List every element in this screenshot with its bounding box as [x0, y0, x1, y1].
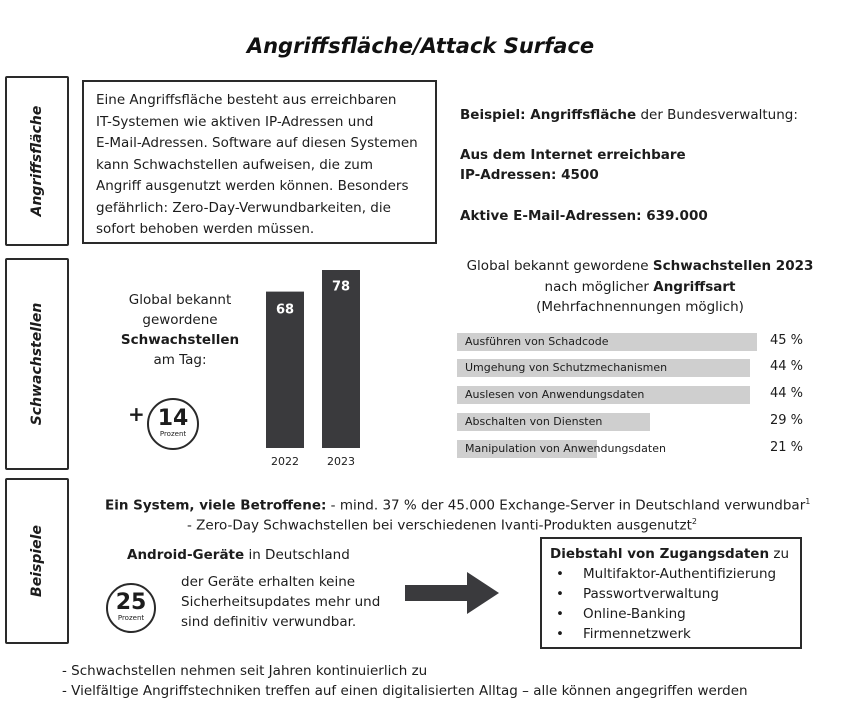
definition-line: E-Mail-Adressen. Software auf diesen Systemen [96, 135, 418, 151]
section-label-beispiele [5, 478, 69, 644]
attack-type-value: 44 % [770, 359, 804, 374]
daily-line2: gewordene [142, 312, 218, 328]
footer-line: - Vielfältige Angriffstechniken treffen auf einen digitalisierten Alltag – alle können angegriffen werden [62, 683, 748, 699]
system-line2-text: - Zero-Day Schwachstellen bei verschiedenen Ivanti-Produkten ausgenutzt [187, 517, 692, 534]
footer-line: - Schwachstellen nehmen seit Jahren kontinuierlich zu [62, 663, 428, 679]
theft-list [550, 564, 792, 644]
android-text-line: sind definitiv verwundbar. [181, 614, 357, 630]
android-value: 25 [115, 590, 147, 615]
system-line1-text: - mind. 37 % der 45.000 Exchange-Server in Deutschland verwundbar [326, 497, 806, 514]
attack-type-value: 21 % [770, 440, 804, 455]
bar-value-label: 68 [275, 302, 295, 318]
attack-type-value: 44 % [770, 386, 804, 401]
attack-type-label: Manipulation von Anwendungsdaten [465, 442, 666, 455]
daily-line3: Schwachstellen [120, 332, 240, 348]
chart-title-line2 [455, 277, 825, 298]
footnote-2: 2 [691, 517, 697, 526]
attack-type-row [457, 333, 757, 351]
example-heading-bold: Beispiel: Angriffsfläche [460, 107, 637, 123]
section-label-text: Beispiele [29, 525, 45, 597]
attack-type-label: Abschalten von Diensten [465, 415, 603, 428]
attack-type-value: 45 % [770, 333, 804, 348]
definition-line: kann Schwachstellen aufweisen, die zum [96, 156, 374, 173]
definition-line: Eine Angriffsfläche besteht aus erreichbaren [96, 92, 397, 108]
bar-2023 [322, 270, 360, 448]
definition-line: gefährlich: Zero-Day-Verwundbarkeiten, die [96, 199, 391, 216]
x-tick-label: 2023 [327, 455, 355, 468]
chart-subtitle-bold: Angriffsart [653, 278, 736, 295]
list-item: • Online-Banking [550, 604, 792, 624]
ip-stat-line2: IP-Adressen: 4500 [460, 167, 599, 183]
increase-value: 14 [157, 406, 189, 431]
ip-stat-line1: Aus dem Internet erreichbare [460, 147, 686, 163]
system-bold: Ein System, viele Betroffene: [105, 497, 327, 514]
attack-type-label: Auslesen von Anwendungsdaten [465, 388, 645, 401]
footer [62, 661, 748, 701]
section-label-schwachstellen [5, 258, 69, 470]
attack-type-value: 29 % [770, 413, 804, 428]
theft-heading-rest: zu [769, 546, 789, 562]
section-label-text: Schwachstellen [29, 302, 45, 426]
android-unit: Prozent [117, 614, 145, 622]
email-stat: Aktive E-Mail-Adressen: 639.000 [460, 208, 708, 224]
definition-line: sofort behoben werden müssen. [96, 221, 315, 237]
daily-line4: am Tag: [153, 352, 207, 368]
system-line2 [187, 512, 697, 536]
credential-theft-box [540, 537, 802, 649]
increase-circle [147, 398, 199, 450]
android-heading-rest: in Deutschland [244, 547, 350, 563]
chart-note: (Mehrfachnennungen möglich) [536, 299, 744, 315]
chart-title-pre: Global bekannt gewordene [466, 258, 653, 274]
example-heading-rest: der Bundesverwaltung: [636, 107, 798, 123]
list-item: • Firmennetzwerk [550, 624, 792, 644]
attack-type-chart-title [455, 256, 825, 318]
list-item: • Multifaktor-Authentifizierung [550, 564, 792, 584]
attack-type-row [457, 440, 757, 458]
definition-line: Angriff ausgenutzt werden können. Besonders [96, 178, 409, 194]
x-tick-label: 2022 [271, 455, 299, 468]
section-label-angriffsflaeche [5, 76, 69, 246]
attack-type-row [457, 386, 757, 404]
attack-type-label: Ausführen von Schadcode [465, 335, 609, 348]
example-heading [460, 105, 798, 125]
attack-type-row [457, 359, 757, 377]
android-text [181, 572, 380, 632]
android-circle [106, 583, 156, 633]
android-text-line: der Geräte erhalten keine [181, 574, 356, 590]
arrow-right-icon [405, 572, 501, 614]
footnote-1: 1 [805, 497, 811, 506]
list-item: • Passwortverwaltung [550, 584, 792, 604]
daily-vuln-bar-chart [255, 270, 375, 470]
definition-line: IT-Systemen wie aktiven IP-Adressen und [96, 113, 374, 130]
chart-subtitle-pre: nach möglicher [544, 278, 654, 295]
ip-stat [460, 145, 686, 185]
bar-value-label: 78 [331, 279, 351, 295]
daily-text [95, 290, 265, 370]
chart-title-line1 [455, 256, 825, 277]
definition-box [82, 80, 437, 244]
theft-heading [550, 544, 792, 564]
android-text-line: Sicherheitsupdates mehr und [181, 594, 381, 610]
increase-unit: Prozent [159, 430, 187, 438]
attack-type-row [457, 413, 757, 431]
section-label-text: Angriffsfläche [29, 105, 45, 217]
attack-type-label: Umgehung von Schutzmechanismen [465, 361, 668, 374]
theft-heading-bold: Diebstahl von Zugangsdaten [550, 546, 770, 562]
daily-line1: Global bekannt [128, 292, 232, 308]
chart-title-bold: Schwachstellen 2023 [652, 258, 814, 274]
android-heading-bold: Android-Geräte [127, 547, 245, 563]
page-title: Angriffsfläche/Attack Surface [246, 34, 595, 58]
android-heading [127, 545, 350, 565]
plus-sign: + [128, 402, 145, 426]
